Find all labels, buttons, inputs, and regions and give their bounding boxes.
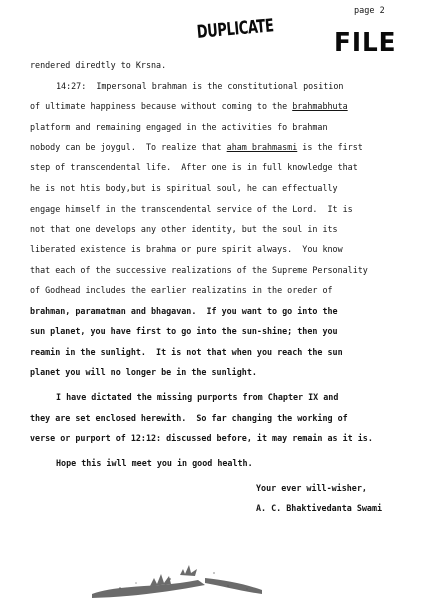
body-line: liberated existence is brahma or pure spirit always. You know [30, 244, 343, 254]
body-line: that each of the successive realizations of the Supreme Personality [30, 265, 368, 275]
body-line: reamin in the sunlight. It is not that when you reach the sun [30, 347, 343, 357]
file-stamp: FILE [334, 28, 397, 58]
underlined-term: brahmabhuta [292, 101, 348, 111]
valediction: Your ever will-wisher, [256, 483, 367, 493]
body-line: I have dictated the missing purports from Chapter IX and [56, 392, 339, 402]
body-line: he is not htis body,but is spiritual soul, he can effectually [30, 183, 338, 193]
underlined-term: aham brahmasmi [226, 142, 298, 152]
page-number: page 2 [354, 6, 385, 16]
body-line: sun planet, you have first to go into the sun-shine; then you [30, 326, 338, 336]
body-line: not that one develops any other identity, but the soul in its [30, 224, 338, 234]
signature-name: A. C. Bhaktivedanta Swami [256, 503, 383, 513]
body-line: they are set enclosed herewith. So far changing the working of [30, 413, 348, 423]
body-line: of Godhead includes the earlier realizatins in the oreder of [30, 285, 333, 295]
closing-line: Hope this iwll meet you in good health. [56, 458, 253, 468]
body-line: planet you will no longer be in the sunlight. [30, 367, 257, 377]
duplicate-stamp: DUPLICATE [196, 15, 275, 43]
body-line: nobody can be joygul. To realize that aham brahmasmi is the first [30, 142, 363, 152]
body-line: of ultimate happiness because without coming to the brahmabhuta [30, 101, 348, 111]
body-line: engage himself in the transcendental service of the Lord. It is [30, 204, 353, 214]
body-line: verse or purport of 12:12: discussed before, it may remain as it is. [30, 433, 373, 443]
body-line: step of transcendental life. After one is in full knowledge that [30, 162, 358, 172]
body-line: brahman, paramatman and bhagavan. If you want to go into the [30, 306, 338, 316]
body-line: rendered diredtly to Krsna. [30, 60, 167, 70]
body-line: 14:27: Impersonal brahman is the constitutional position [56, 81, 344, 91]
body-line: platform and remaining engaged in the activities fo brahman [30, 122, 328, 132]
